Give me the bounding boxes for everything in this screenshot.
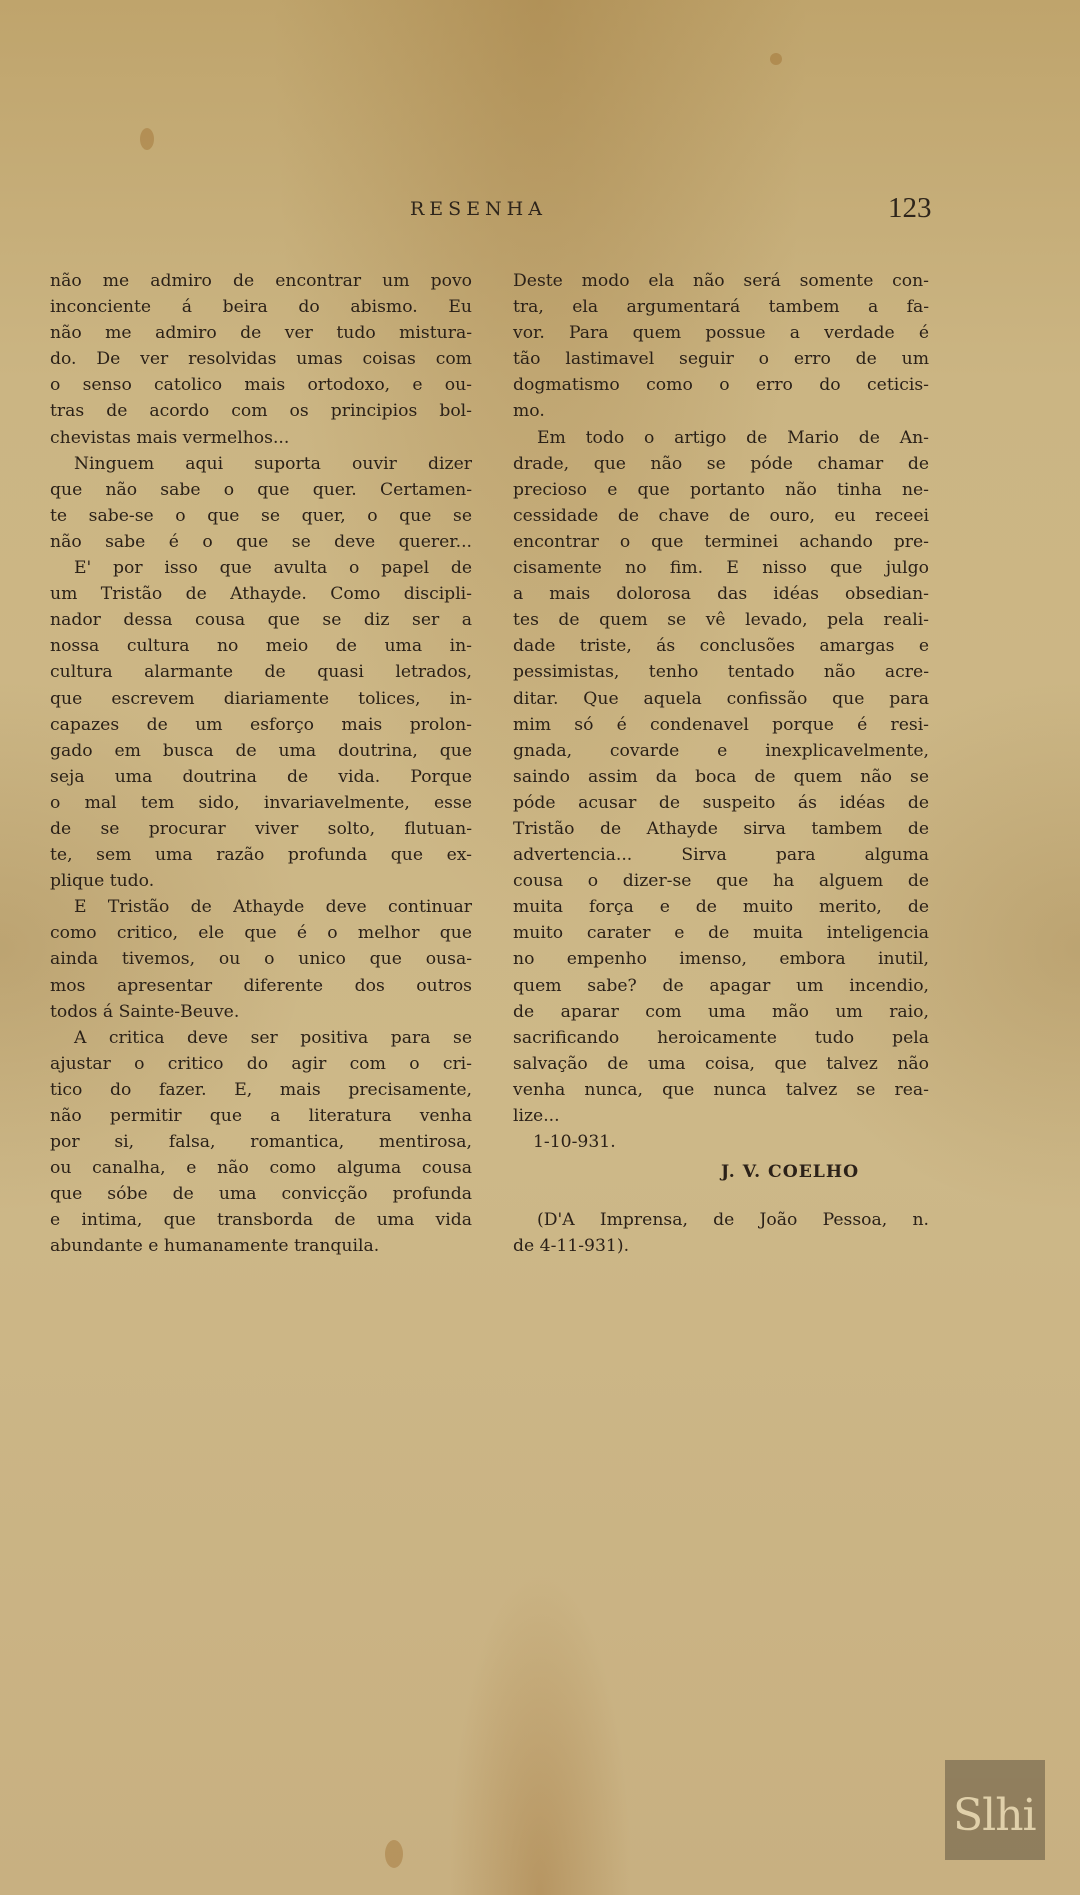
left-column (50, 268, 472, 1260)
text-line: lize... (513, 1106, 560, 1126)
text-line: de se procurar viver solto, flutuan- (50, 818, 472, 839)
text-line: advertencia... Sirva para alguma (513, 845, 929, 866)
text-line: não me admiro de ver tudo mistura- (50, 323, 472, 344)
text-line: de 4-11-931). (513, 1236, 630, 1257)
text-line: gado em busca de uma doutrina, que (50, 740, 472, 761)
text-line: plique tudo. (50, 871, 155, 892)
text-line: cisamente no fim. E nisso que julgo (513, 558, 929, 579)
text-line: que sóbe de uma convicção profunda (50, 1184, 472, 1205)
text-line: quem sabe? de apagar um incendio, (513, 975, 929, 996)
text-line: tico do fazer. E, mais precisamente, (50, 1079, 472, 1100)
paper-stain (770, 53, 782, 65)
page-number: 123 (888, 192, 932, 224)
text-line: muita força e de muito merito, de (513, 897, 929, 918)
text-line: dade triste, ás conclusões amargas e (513, 636, 929, 657)
text-line: tes de quem se vê levado, pela reali- (513, 610, 929, 631)
text-line: venha nunca, que nunca talvez se rea- (513, 1079, 929, 1100)
text-line: inconciente á beira do abismo. Eu (50, 297, 472, 318)
text-line: o mal tem sido, invariavelmente, esse (50, 792, 472, 813)
text-line: drade, que não se póde chamar de (513, 453, 929, 474)
text-line: mos apresentar diferente dos outros (50, 975, 472, 996)
text-line: sacrificando heroicamente tudo pela (513, 1027, 929, 1048)
text-line: precioso e que portanto não tinha ne- (513, 479, 929, 500)
text-line: muito carater e de muita inteligencia (513, 923, 929, 944)
right-column (513, 268, 929, 1259)
text-line: todos á Sainte-Beuve. (50, 1001, 240, 1022)
text-line: vor. Para quem possue a verdade é (513, 323, 929, 344)
text-line: um Tristão de Athayde. Como discipli- (50, 584, 472, 605)
paper-stain (385, 1840, 403, 1868)
text-line: dogmatismo como o erro do ceticis- (513, 375, 929, 396)
text-line: que não sabe o que quer. Certamen- (50, 479, 472, 500)
text-line: tras de acordo com os principios bol- (50, 401, 472, 422)
running-title: RESENHA (410, 198, 547, 220)
text-line: abundante e humanamente tranquila. (50, 1236, 380, 1257)
text-line: a mais dolorosa das idéas obsedian- (513, 584, 929, 605)
text-line: te sabe-se o que se quer, o que se (50, 505, 472, 526)
text-line: não sabe é o que se deve querer... (50, 531, 472, 552)
text-line: mim só é condenavel porque é resi- (513, 714, 929, 735)
text-line: Tristão de Athayde sirva tambem de (513, 818, 929, 839)
text-line: no empenho imenso, embora inutil, (513, 949, 929, 970)
text-line: Deste modo ela não será somente con- (513, 271, 929, 291)
text-line: e intima, que transborda de uma vida (50, 1210, 472, 1231)
text-line: do. De ver resolvidas umas coisas com (50, 349, 472, 370)
text-line: (D'A Imprensa, de João Pessoa, n. (537, 1210, 929, 1231)
text-line: tra, ela argumentará tambem a fa- (513, 297, 929, 318)
text-line: A critica deve ser positiva para se (74, 1027, 472, 1048)
text-line: salvação de uma coisa, que talvez não (513, 1053, 929, 1074)
text-line: cessidade de chave de ouro, eu receei (513, 505, 929, 526)
text-line: como critico, ele que é o melhor que (50, 923, 472, 944)
text-line: saindo assim da boca de quem não se (513, 766, 929, 787)
text-line: póde acusar de suspeito ás idéas de (513, 792, 929, 813)
watermark-logo-text: Slhi (953, 1790, 1036, 1841)
dateline: 1-10-931. (533, 1132, 616, 1153)
text-line: Ninguem aqui suporta ouvir dizer (74, 453, 472, 474)
source-citation (513, 1207, 929, 1259)
text-line: por si, falsa, romantica, mentirosa, (50, 1132, 472, 1153)
text-line: encontrar o que terminei achando pre- (513, 531, 929, 552)
text-line: cousa o dizer-se que ha alguem de (513, 871, 929, 892)
text-line: não permitir que a literatura venha (50, 1106, 472, 1126)
text-line: chevistas mais vermelhos... (50, 427, 290, 448)
running-head (0, 192, 1080, 226)
paper-stain (140, 128, 154, 150)
text-line: não me admiro de encontrar um povo (50, 271, 472, 291)
text-line: ou canalha, e não como alguma cousa (50, 1158, 472, 1179)
text-line: nossa cultura no meio de uma in- (50, 636, 472, 657)
text-line: o senso catolico mais ortodoxo, e ou- (50, 375, 472, 396)
text-line: que escrevem diariamente tolices, in- (50, 688, 472, 709)
text-line: mo. (513, 401, 545, 422)
right-column-body (513, 268, 929, 1129)
text-line: pessimistas, tenho tentado não acre- (513, 662, 929, 683)
text-line: Em todo o artigo de Mario de An- (537, 427, 929, 448)
text-line: cultura alarmante de quasi letrados, (50, 662, 472, 683)
author-signature: J. V. COELHO (721, 1162, 860, 1183)
text-line: te, sem uma razão profunda que ex- (50, 845, 472, 866)
text-line: tão lastimavel seguir o erro de um (513, 349, 929, 370)
text-line: seja uma doutrina de vida. Porque (50, 766, 472, 787)
text-line: E Tristão de Athayde deve continuar (74, 897, 472, 918)
text-line: nador dessa cousa que se diz ser a (50, 610, 472, 631)
watermark-logo (945, 1760, 1045, 1860)
text-line: capazes de um esforço mais prolon- (50, 714, 472, 735)
text-line: ditar. Que aquela confissão que para (513, 688, 929, 709)
text-line: E' por isso que avulta o papel de (74, 558, 472, 579)
text-line: ainda tivemos, ou o unico que ousa- (50, 949, 472, 970)
text-line: de aparar com uma mão um raio, (513, 1001, 929, 1022)
text-line: ajustar o critico do agir com o cri- (50, 1053, 472, 1074)
text-line: gnada, covarde e inexplicavelmente, (513, 740, 929, 761)
